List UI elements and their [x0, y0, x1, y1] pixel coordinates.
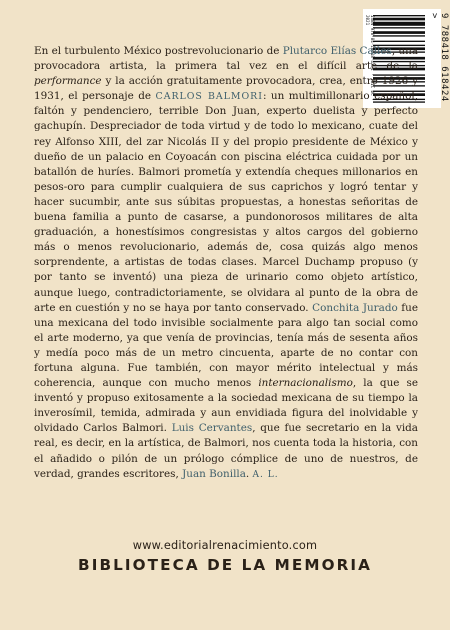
term-internacionalismo: internacionalismo — [258, 377, 353, 390]
blurb-paragraph: En el turbulento México postrevolucionario de Plutarco Elías Calles, una provocadora artista, la primera tal vez en el difícil arte de la performance y la acción gratuitamente provocadora, crea, entre 1926 y 1931, el personaje de CARLOS BALMORI: un multimillonario español, faltón y pendenciero, terrible Don Juan, experto duelista y perfecto gachupín. Despreciador de toda virtud y de todo lo mexicano, cuate del rey Alfonso XIII, del zar Nicolás II y del propio presidente de México y dueño de un palacio en Coyoacán con piscina eléctrica cuidada por un batallón de huríes. Balmori prometía y extendía cheques millonarios en pesos-oro para cumplir cualquiera de sus caprichos y logró tentar y hacer sucumbir, ante sus súbitas propuestas, a honestas señoritas de buena familia a punto de casarse, a pundonorosos militares de alta graduación, a honestísimos congresistas y altos cargos del gobierno más o menos revolucionario, además de, cosa quizás algo menos sorprendente, a artistas de todas clases. Marcel Duchamp propuso (y por tanto se inventó) una pieza de urinario como objeto artístico, aunque luego, contradictoriamente, se olvidara al punto de la obra de arte en cuestión y no se haya por tanto conservado. Conchita Jurado fue una mexicana del todo invisible socialmente para algo tan social como el arte moderno, ya que venía de provincias, tenía más de sesenta años y medía poco más de un metro cincuenta, aparte de no contar con fortuna alguna. Fue también, con mayor mérito intelectual y más coherencia, aunque con mucho menos internacionalismo, la que se inventó y propuso exitosamente a la sociedad mexicana de su tiempo la inverosímil, temida, admirada y aun envidiada figura del inolvidable y olvidado Carlos Balmori. Luis Cervantes, que fue secretario en la vida real, es decir, en la artística, de Balmori, nos cuenta toda la historia, con el añadido o pilón de un prólogo cómplice de uno de nuestros, de verdad, grandes escritores, Juan Bonilla. A. L. — [34, 45, 419, 480]
publisher-website: www.editorialrenacimiento.com — [132, 539, 318, 552]
name-bonilla: Juan Bonilla — [182, 467, 246, 480]
name-balmori: CARLOS BALMORI — [155, 91, 263, 103]
isbn-text: ISBN 978-84-18618-42-4 · IBIC DC · 2021 — [365, 15, 375, 101]
barcode-digits: 9 788418 618424 > — [429, 13, 449, 102]
collection-title: BIBLIOTECA DE LA MEMORIA — [78, 556, 372, 574]
name-jurado: Conchita Jurado — [312, 301, 398, 314]
term-performance: performance — [34, 75, 102, 88]
name-cervantes: Luis Cervantes — [171, 422, 253, 435]
blurb-text — [34, 44, 418, 483]
name-calles: Plutarco Elías Calles — [282, 45, 392, 57]
author-initials: A. L. — [252, 469, 279, 480]
